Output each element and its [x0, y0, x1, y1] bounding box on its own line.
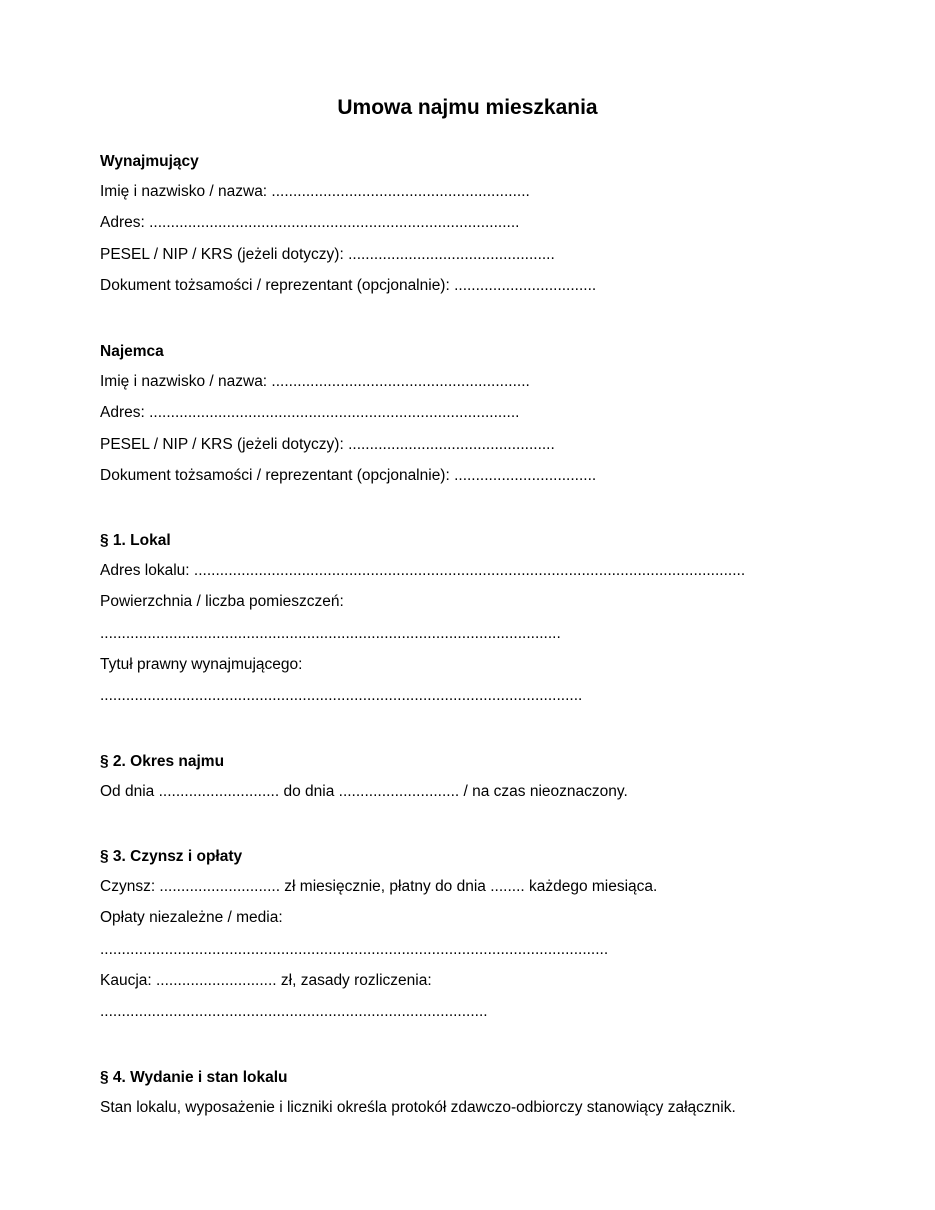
- premises-address-line: Adres lokalu: ................................................................................................................................: [100, 562, 746, 579]
- tenant-name-line: Imię i nazwisko / nazwa: ............................................................: [100, 373, 530, 390]
- landlord-ids-line: PESEL / NIP / KRS (jeżeli dotyczy): ................................................: [100, 245, 555, 263]
- section-3-rent: [100, 847, 860, 1033]
- deposit-line: Kaucja: ............................ zł, zasady rozliczenia:: [100, 971, 432, 989]
- section-1-heading: § 1. Lokal: [100, 532, 171, 549]
- section-4-heading: § 4. Wydanie i stan lokalu: [100, 1069, 288, 1086]
- premises-area-value: ...........................................................................................................: [100, 624, 561, 642]
- section-2-heading: § 2. Okres najmu: [100, 753, 225, 770]
- tenant-heading: Najemca: [100, 343, 164, 360]
- section-4-handover: [100, 1068, 860, 1129]
- tenant-address-line: Adres: ......................................................................................: [100, 404, 520, 422]
- handover-text: Stan lokalu, wyposażenie i liczniki określa protokół zdawczo-odbiorczy stanowiący załącznik.: [100, 1099, 736, 1116]
- landlord-name-line: Imię i nazwisko / nazwa: ............................................................: [100, 183, 530, 200]
- landlord-address-line: Adres: ......................................................................................: [100, 214, 520, 232]
- fees-value: ......................................................................................................................: [100, 940, 609, 958]
- premises-area-label: Powierzchnia / liczba pomieszczeń:: [100, 593, 344, 611]
- landlord-title-value: ................................................................................................................: [100, 687, 583, 705]
- tenant-section: [100, 342, 860, 497]
- section-2-period: [100, 752, 860, 813]
- fees-label: Opłaty niezależne / media:: [100, 909, 283, 927]
- tenant-ids-line: PESEL / NIP / KRS (jeżeli dotyczy): ................................................: [100, 435, 555, 453]
- tenant-document-line: Dokument tożsamości / reprezentant (opcjonalnie): .................................: [100, 466, 597, 484]
- landlord-section: [100, 152, 860, 307]
- section-1-premises: [100, 531, 860, 717]
- landlord-document-line: Dokument tożsamości / reprezentant (opcjonalnie): .................................: [100, 276, 597, 294]
- section-3-heading: § 3. Czynsz i opłaty: [100, 848, 243, 865]
- landlord-title-label: Tytuł prawny wynajmującego:: [100, 655, 303, 673]
- deposit-value: ..........................................................................................: [100, 1003, 488, 1021]
- landlord-heading: Wynajmujący: [100, 153, 199, 170]
- rental-period-line: Od dnia ............................ do dnia ............................ / na czas nieoznaczony.: [100, 783, 628, 800]
- document-title: Umowa najmu mieszkania: [337, 96, 598, 119]
- rent-line: Czynsz: ............................ zł miesięcznie, płatny do dnia ........ każdego miesiąca.: [100, 878, 658, 895]
